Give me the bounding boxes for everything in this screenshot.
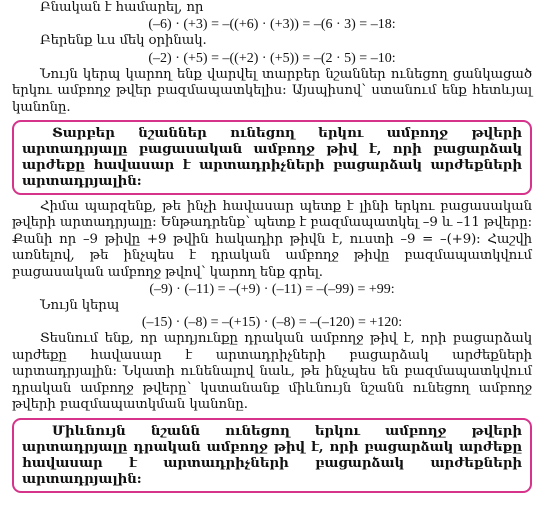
rule-box-different-signs: Տարբեր նշաններ ունեցող երկու ամբողջ թվերի արտադրյալը բացասական ամբողջ թիվ է, որի բացարձակ արժեքը հավասար է արտադրիչների բացարձակ արժեքների արտադրյալին: xyxy=(12,120,532,195)
rule-box-same-signs: Միևնույն նշանն ունեցող երկու ամբողջ թվերի արտադրյալը դրական ամբողջ թիվ է, որի բացարձակ արժեքը հավասար է արտադրիչների բացարձակ արժեքների արտադրյալին: xyxy=(12,418,532,493)
explanation-paragraph: Նույն կերպ կարող ենք վարվել տարբեր նշաններ ունեցող ցանկացած երկու ամբողջ թվեր բազմապատկելիս: Այսպիսով՝ ստանում ենք հետևյալ կանոնը. xyxy=(12,66,532,115)
formula-example-4: (–15) · (–8) = –(+15) · (–8) = –(–120) = +120: xyxy=(141,315,403,331)
conclusion-paragraph: Տեսնում ենք, որ արդյունքը դրական ամբողջ թիվ է, որի բացարձակ արժեքը հավասար է արտադրիչների բացարձակ արժեքների արտադրյալին: Նկատի ունենալով նաև, թե ինչպես են բազմապատկվում դրական ամբողջ թվերը՝ կստանանք միևնույն նշանն ունեցող ամբողջ թվերի բազմապատկման կանոնը. xyxy=(12,331,532,413)
formula-example-3: (–9) · (–11) = –(+9) · (–11) = –(–99) = +99: xyxy=(149,282,395,298)
same-way-line: Նույն կերպ xyxy=(40,298,120,314)
formula-example-1: (–6) · (+3) = –((+6) · (+3)) = –(6 · 3) = –18: xyxy=(148,17,396,33)
intro-line: Բնական է համարել, որ xyxy=(40,0,204,15)
formula-example-2: (–2) · (+5) = –((+2) · (+5)) = –(2 · 5) = –10: xyxy=(148,50,396,66)
negative-product-paragraph: Հիմա պարզենք, թե ինչի հավասար պետք է լինի երկու բացասական թվերի արտադրյալը: Ենթադրենք՝ պետք է բազմապատկել –9 և –11 թվերը: Քանի որ –9 թիվը +9 թվին հակադիր թիվն է, ուստի –9 = –(+9): Հաշվի առնելով, թե ինչպես է դրական ամբողջ թիվը բազմապատկվում բացասական ամբողջ թվով՝ կարող ենք գրել. xyxy=(12,199,532,280)
another-example-line: Բերենք ևս մեկ օրինակ. xyxy=(40,33,207,49)
